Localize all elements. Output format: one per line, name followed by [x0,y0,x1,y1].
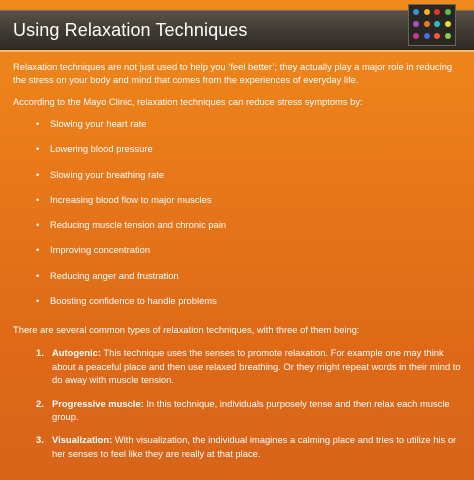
list-item [13,294,461,319]
technique-description: This technique uses the senses to promote relaxation. For example one may think about a peaceful place and then use relaxed breathing. Or they might repeat words in their mind to do away with muscle tension. [52,347,461,386]
logo-dot [424,33,430,39]
logo-dot [413,33,419,39]
types-lead: There are several common types of relaxation techniques, with three of them being: [13,324,360,336]
technique-item [13,397,461,424]
logo-dot [413,21,419,27]
list-item [13,117,461,142]
technique-term: Progressive muscle: [52,397,144,409]
logo-dot [434,9,440,15]
technique-term: Visualization: [52,434,113,446]
list-item-text: Reducing muscle tension and chronic pain [50,219,227,231]
logo-dot [424,21,430,27]
logo-dot [424,9,430,15]
techniques-list [13,346,461,460]
mayo-clinic-lead: According to the Mayo Clinic, relaxation techniques can reduce stress symptoms by: [13,96,363,107]
technique-description: In this technique, individuals purposely tense and then relax each muscle group. [52,397,450,422]
bullet-icon: • [36,219,40,231]
list-item-text: Reducing anger and frustration [50,269,179,281]
logo-dot [445,33,451,39]
page-title: Using Relaxation Techniques [13,20,248,40]
list-item-text: Improving concentration [50,244,151,256]
logo-dot [445,9,451,15]
bullet-icon: • [36,143,40,155]
technique-item [13,346,461,386]
technique-term: Autogenic: [52,347,101,359]
bullet-icon: • [36,269,40,281]
title-bar [0,10,474,52]
list-item-text: Slowing your breathing rate [50,168,165,180]
colored-dots-logo-icon [408,4,456,46]
list-item [13,218,461,243]
logo-dot [413,9,419,15]
list-item-text: Boosting confidence to handle problems [50,295,217,307]
list-item [13,269,461,294]
intro-paragraph: Relaxation techniques are not just used to help you ‘feel better’; they actually play a major role in reducing the stress on your body and mind that comes from the experiences of everyday life. [13,61,453,85]
technique-description: With visualization, the individual imagines a calming place and tries to utilize his or her senses to feel like they are really at that place. [52,434,457,459]
logo-dot [434,33,440,39]
technique-number: 3. [36,434,44,446]
logo-dot [445,21,451,27]
bullet-icon: • [36,118,40,129]
bullet-icon: • [36,244,40,256]
list-item-text: Increasing blood flow to major muscles [50,193,212,205]
benefits-list [13,117,461,319]
bullet-icon: • [36,193,40,205]
technique-number: 1. [36,347,44,359]
slide-content [13,60,461,470]
technique-number: 2. [36,397,44,409]
list-item [13,168,461,193]
bullet-icon: • [36,168,40,180]
list-item [13,243,461,268]
list-item [13,142,461,167]
logo-dot [434,21,440,27]
list-item-text: Lowering blood pressure [50,143,153,155]
list-item [13,193,461,218]
technique-item [13,433,461,460]
list-item-text: Slowing your heart rate [50,118,147,129]
bullet-icon: • [36,295,40,307]
